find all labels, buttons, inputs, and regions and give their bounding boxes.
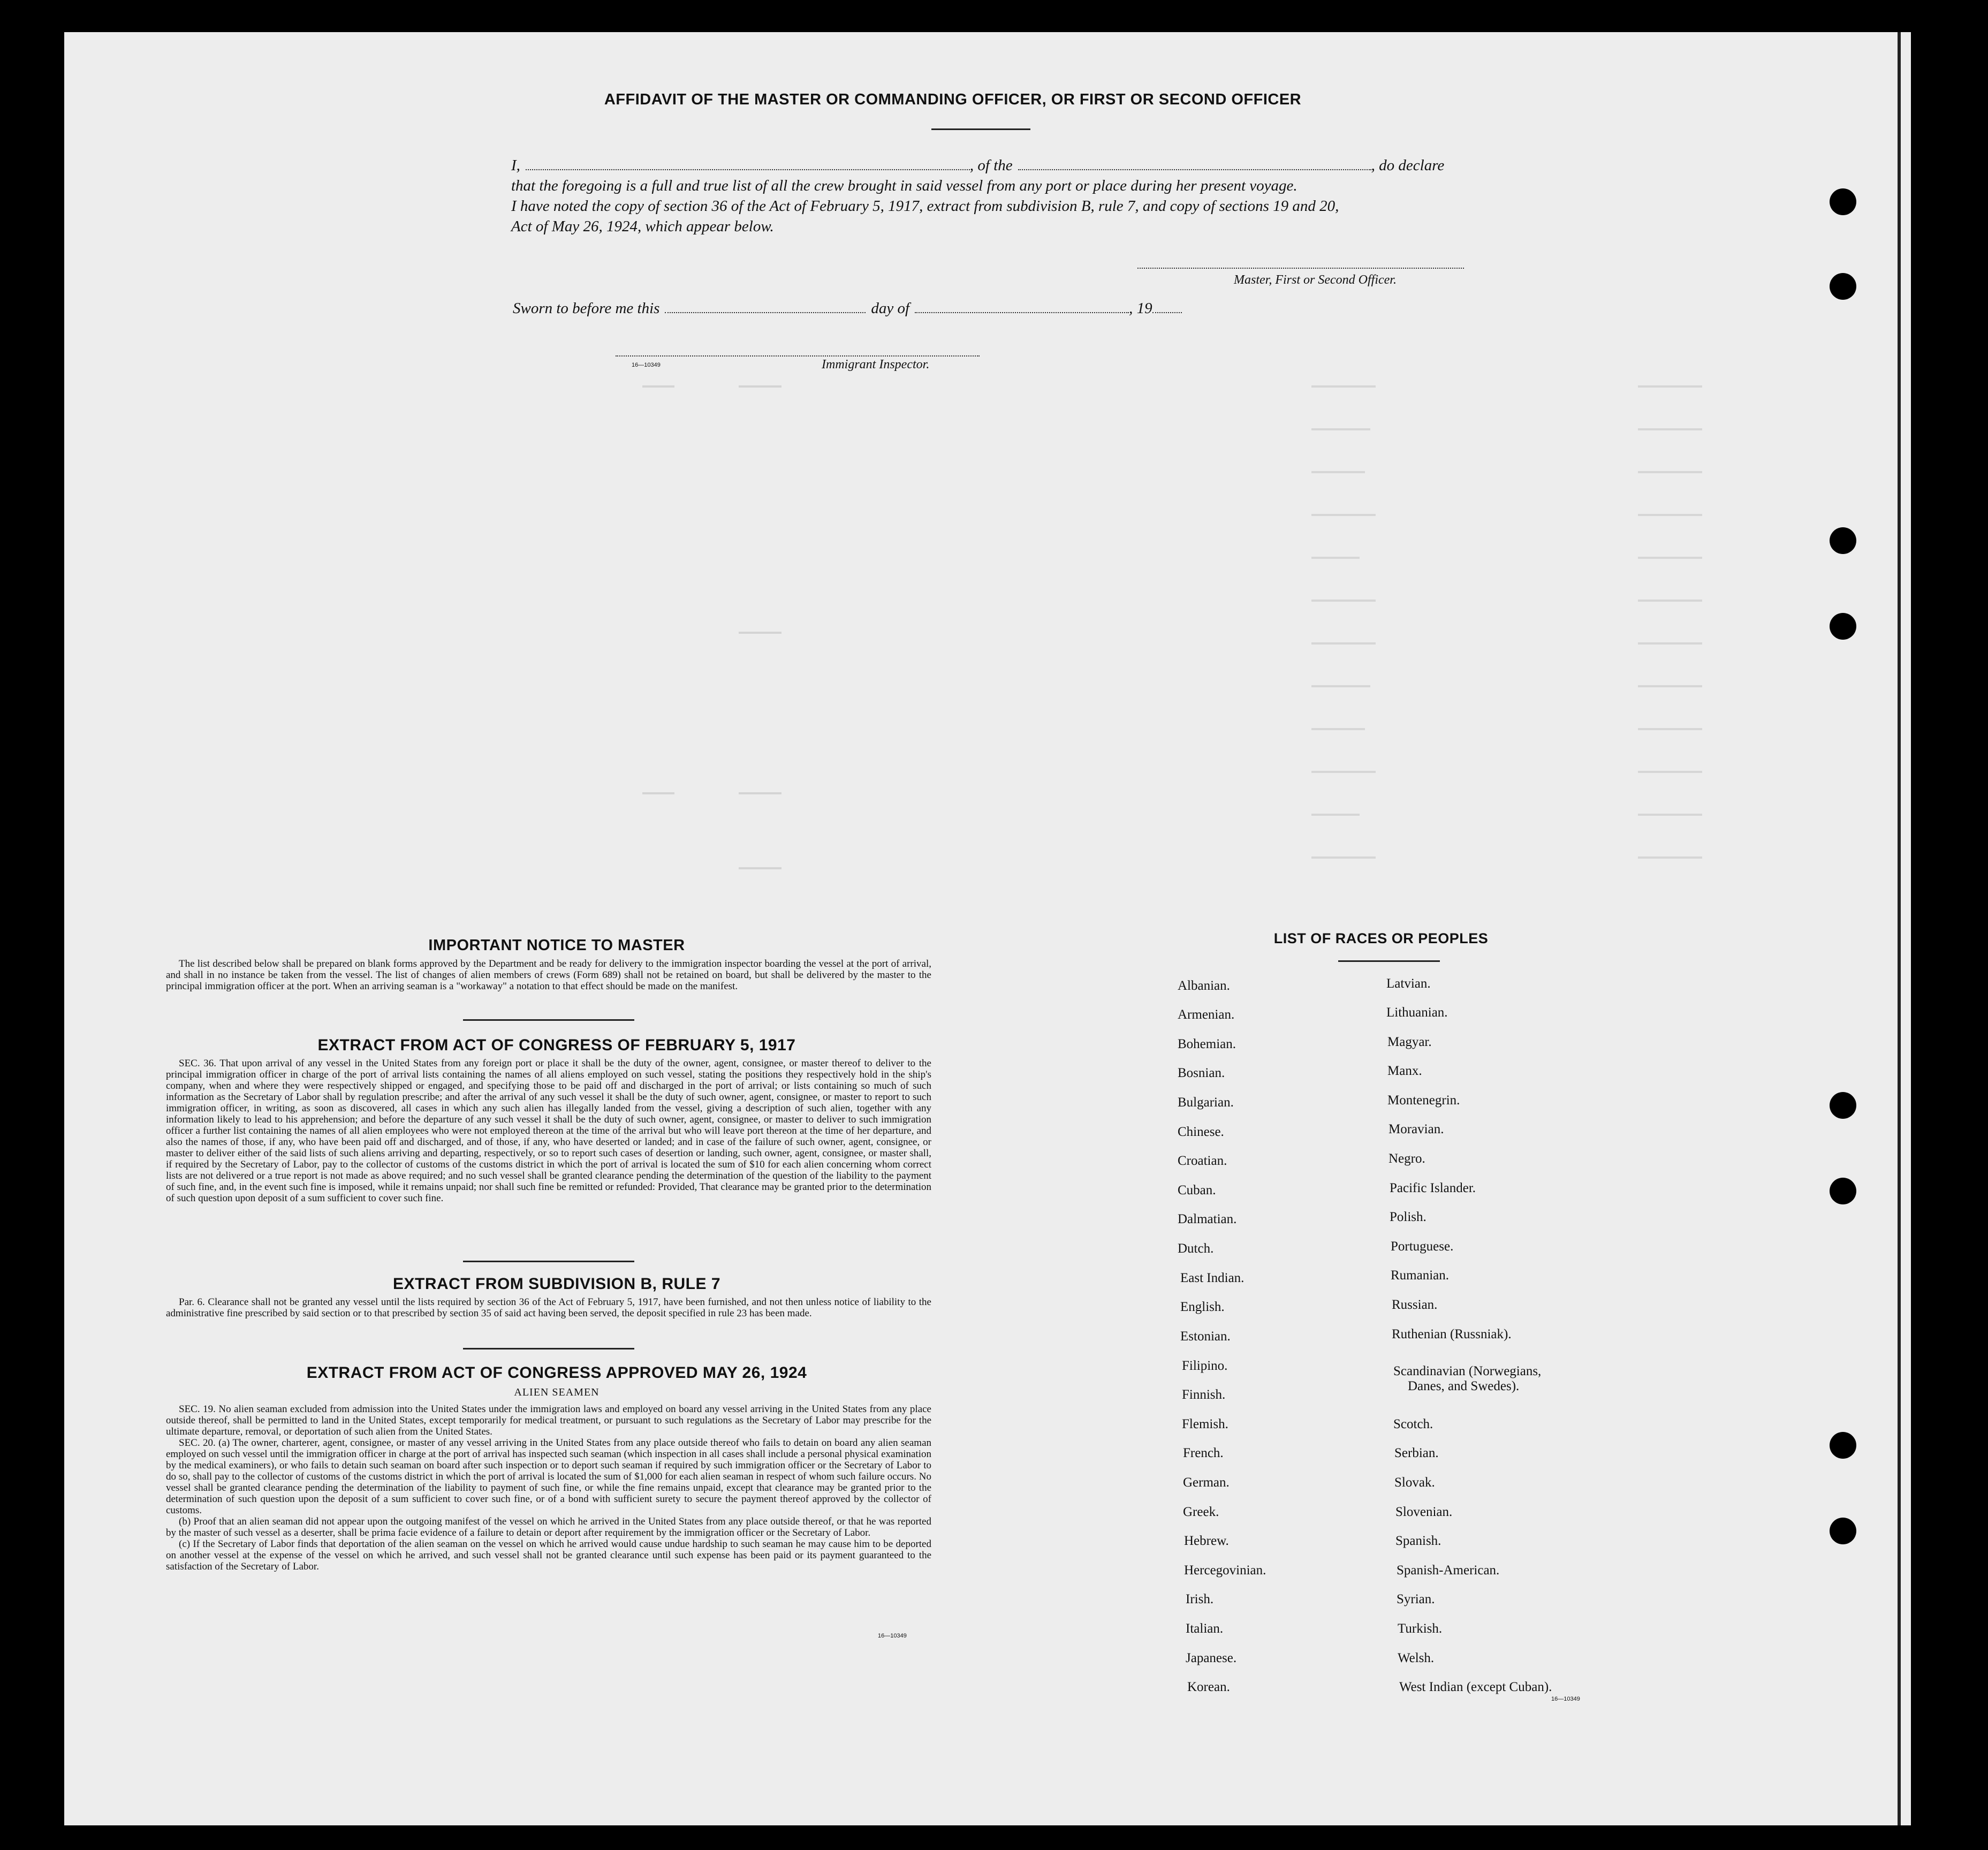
- race-item: Moravian.: [1388, 1122, 1444, 1136]
- race-item: Japanese.: [1186, 1651, 1237, 1665]
- sworn-month-blank[interactable]: [915, 300, 1129, 313]
- race-item: West Indian (except Cuban).: [1399, 1680, 1552, 1694]
- page-edge-rule: [1898, 32, 1901, 1825]
- race-item: Latvian.: [1386, 976, 1431, 991]
- race-item: Italian.: [1186, 1621, 1224, 1636]
- race-item: Russian.: [1392, 1298, 1438, 1312]
- notice-body: The list described below shall be prepared on blank forms approved by the Department and be ready for delivery to the immigration inspector boarding the vessel at the port of arrival, and shall in no instance be taken from the vessel. The list of changes of alien members of crews (Form 689) shall not be retained on board, but shall be delivered by the master to the principal immigration officer at the port. When an arriving seaman is a "workaway" a notation to that effect should be made on the manifest.: [166, 958, 931, 992]
- sworn-text: Sworn to before me this: [513, 300, 660, 317]
- race-item: Serbian.: [1394, 1446, 1439, 1460]
- race-item: Albanian.: [1178, 979, 1230, 993]
- affidavit-line-2: that the foregoing is a full and true list of all the crew brought in said vessel from any port or place during her present voyage.: [511, 177, 1297, 194]
- alien-seamen-subtitle: ALIEN SEAMEN: [514, 1386, 600, 1398]
- race-item: Danes, and Swedes).: [1408, 1379, 1520, 1393]
- race-item: Slovak.: [1394, 1475, 1435, 1490]
- section-20b: (b) Proof that an alien seaman did not appear upon the outgoing manifest of the vessel on which he arrived in the United States from any place outside thereof, or that he was reported by the master of such vessel as a deserter, shall be prima facie evidence of a failure to detain or deport after requirement by the immigration officer or the Secretary of Labor.: [166, 1516, 931, 1538]
- race-item: Polish.: [1390, 1210, 1426, 1224]
- race-item: Scandinavian (Norwegians,: [1393, 1364, 1542, 1378]
- race-item: Dutch.: [1178, 1241, 1214, 1256]
- binder-hole: [1830, 1178, 1856, 1204]
- extract-1924-title: EXTRACT FROM ACT OF CONGRESS APPROVED MAY 26, 1924: [306, 1364, 807, 1382]
- race-item: Korean.: [1187, 1680, 1230, 1694]
- race-item: Hebrew.: [1184, 1534, 1229, 1548]
- sworn-day-blank[interactable]: [665, 300, 866, 313]
- name-blank[interactable]: [526, 157, 970, 170]
- affidavit-declaration: [511, 155, 1480, 237]
- affidavit-title: AFFIDAVIT OF THE MASTER OR COMMANDING OFFICER, OR FIRST OR SECOND OFFICER: [604, 91, 1302, 108]
- binder-hole: [1830, 613, 1856, 640]
- race-item: Croatian.: [1178, 1154, 1227, 1168]
- day-of-text: day of: [871, 300, 910, 317]
- race-item: Bohemian.: [1178, 1037, 1236, 1051]
- year-prefix: , 19: [1129, 300, 1152, 317]
- affidavit-line-4: Act of May 26, 1924, which appear below.: [511, 218, 774, 235]
- sworn-line: [513, 300, 1182, 317]
- race-item: Estonian.: [1180, 1329, 1231, 1344]
- race-item: Lithuanian.: [1386, 1005, 1448, 1020]
- binder-hole: [1830, 188, 1856, 215]
- inspector-caption: Immigrant Inspector.: [822, 358, 930, 371]
- races-title-rule: [1338, 960, 1440, 962]
- binder-hole: [1830, 273, 1856, 300]
- race-item: Negro.: [1388, 1151, 1425, 1166]
- affidavit-of-the: , of the: [969, 157, 1013, 174]
- race-item: Irish.: [1186, 1592, 1214, 1606]
- affidavit-line-1: [511, 155, 1480, 176]
- inspector-signature-line[interactable]: [616, 344, 980, 357]
- race-item: Flemish.: [1182, 1417, 1228, 1431]
- affidavit-form-number: 16—10349: [632, 362, 661, 368]
- race-item: Manx.: [1387, 1064, 1422, 1078]
- race-item: Ruthenian (Russniak).: [1392, 1327, 1512, 1341]
- race-item: Cuban.: [1178, 1183, 1216, 1197]
- race-item: Chinese.: [1178, 1125, 1224, 1139]
- race-item: Portuguese.: [1391, 1239, 1454, 1254]
- races-form-number: 16—10349: [1551, 1696, 1580, 1702]
- section-20c: (c) If the Secretary of Labor finds that deportation of the alien seaman on the vessel on which he arrived would cause undue hardship to such seaman he may cause him to be deported on another vessel at the expense of the vessel on which he arrived, and such vessel shall not be granted clearance until such expense has been paid or its payment guaranteed to the satisfaction of the Secretary of Labor.: [166, 1538, 931, 1572]
- extract-1917-body: SEC. 36. That upon arrival of any vessel in the United States from any foreign port or place it shall be the duty of the owner, agent, consignee, or master thereof to deliver to the principal immigration officer in charge of the port of arrival lists containing the names of all aliens employed on such vessel, stating the positions they respectively hold in the ship's company, when and where they were respectively shipped or engaged, and specifying those to be paid off and discharged in the port of arrival; or lists containing so much of such information as the Secretary of Labor shall by regulation prescribe; and after the arrival of any such vessel it shall be the duty of such owner, agent, consignee, or master to report to such immigration officer, in writing, as soon as discovered, all cases in which any such alien has illegally landed from the vessel, giving a description of such alien, together with any information likely to lead to his apprehension; and before the departure of any such vessel it shall be the duty of such owner, agent, consignee, or master to deliver to such immigration officer a further list containing the names of all alien employees who were not employed thereon at the time of the arrival but who will leave port thereon at the time of her departure, and also the names of those, if any, who have been paid off and discharged, and of those, if any, who have deserted or landed; and in case of the failure of such owner, agent, consignee, or master to deliver either of the said lists of such aliens arriving and departing, respectively, or so to report such cases of desertion or landing, such owner, agent, consignee, or master shall, if required by the Secretary of Labor, pay to the collector of customs of the customs district in which the port of arrival is located the sum of $10 for each alien concerning whom correct lists are not delivered or a true report is not made as above required; and no such vessel shall be granted clearance pending the determination of the question of the liability to the payment of such fine, and, in the event such fine is imposed, while it remains unpaid; nor shall such fine be remitted or refunded: Provided, That clearance may be granted prior to the determination of such question upon deposit of a sum sufficient to cover such fine.: [166, 1058, 931, 1204]
- race-item: Magyar.: [1387, 1035, 1432, 1049]
- race-item: Syrian.: [1397, 1592, 1435, 1606]
- affidavit-line-3: I have noted the copy of section 36 of the Act of February 5, 1917, extract from subdivision B, rule 7, and copy of sections 19 and 20,: [511, 198, 1339, 215]
- affidavit-title-rule: [931, 128, 1030, 130]
- master-signature-caption: Master, First or Second Officer.: [1234, 273, 1397, 287]
- binder-hole: [1830, 1092, 1856, 1119]
- extract-form-number: 16—10349: [878, 1633, 907, 1639]
- notice-title: IMPORTANT NOTICE TO MASTER: [428, 937, 685, 954]
- extract-1924-body: [166, 1404, 931, 1572]
- master-signature-line[interactable]: [1137, 256, 1464, 269]
- extract-rule7-body: Par. 6. Clearance shall not be granted any vessel until the lists required by section 36 of the Act of February 5, 1917, have been furnished, and not then unless notice of liability to the administrative fine prescribed by said section or to that prescribed by section 35 of said act having been served, the deposit specified in rule 23 has been made.: [166, 1296, 931, 1319]
- race-item: Welsh.: [1398, 1651, 1435, 1665]
- race-item: Spanish.: [1395, 1534, 1441, 1548]
- race-item: Rumanian.: [1391, 1268, 1450, 1283]
- race-item: Bulgarian.: [1178, 1095, 1234, 1110]
- affidavit-do-declare: , do declare: [1371, 157, 1445, 174]
- race-item: Slovenian.: [1395, 1505, 1453, 1519]
- race-item: Spanish-American.: [1397, 1563, 1500, 1578]
- race-item: Filipino.: [1182, 1359, 1228, 1373]
- race-item: Montenegrin.: [1387, 1093, 1460, 1108]
- race-item: Hercegovinian.: [1184, 1563, 1266, 1578]
- race-item: Greek.: [1183, 1505, 1219, 1519]
- vessel-position-blank[interactable]: [1018, 157, 1371, 170]
- race-item: Finnish.: [1182, 1388, 1226, 1402]
- race-item: Pacific Islander.: [1390, 1181, 1476, 1195]
- race-item: Scotch.: [1393, 1417, 1433, 1431]
- race-item: Armenian.: [1178, 1007, 1235, 1022]
- extract-1917-title: EXTRACT FROM ACT OF CONGRESS OF FEBRUARY 5, 1917: [317, 1036, 796, 1054]
- extract-rule7-rule: [463, 1348, 634, 1349]
- race-item: Dalmatian.: [1178, 1212, 1237, 1226]
- race-item: Bosnian.: [1178, 1066, 1225, 1080]
- section-19: SEC. 19. No alien seaman excluded from admission into the United States under the immigration laws and employed on board any vessel arriving in the United States from any place outside thereof, shall be permitted to land in the United States, except temporarily for medical treatment, or pursuant to such regulations as the Secretary of Labor may prescribe for the ultimate departure, removal, or deportation of such alien from the United States.: [166, 1404, 931, 1437]
- race-item: Turkish.: [1398, 1621, 1443, 1636]
- binder-hole: [1830, 527, 1856, 554]
- section-20a: SEC. 20. (a) The owner, charterer, agent, consignee, or master of any vessel arriving in the United States from any place outside thereof who fails to detain on board any alien seaman employed on such vessel until the immigration officer in charge at the port of arrival has inspected such seaman (which inspection in all cases shall include a personal physical examination by the medical examiners), or who fails to detain such seaman on board after such inspection or to deport such seaman if required by such immigration officer or the Secretary of Labor to do so, shall pay to the collector of customs of the customs district in which the port of arrival is located the sum of $1,000 for each alien seaman in respect of whom such failure occurs. No vessel shall be granted clearance pending the determination of the liability to payment of such fine, or while the fine remains unpaid, except that clearance may be granted prior to the determination of such question upon the deposit of a sum sufficient to cover such fine, or of a bond with sufficient surety to secure the payment thereof approved by the collector of customs.: [166, 1437, 931, 1516]
- notice-rule: [463, 1019, 634, 1021]
- race-item: English.: [1180, 1300, 1225, 1314]
- affidavit-i: I,: [511, 157, 520, 174]
- extract-rule7-title: EXTRACT FROM SUBDIVISION B, RULE 7: [392, 1275, 721, 1293]
- race-item: French.: [1183, 1446, 1224, 1460]
- binder-hole: [1830, 1432, 1856, 1459]
- races-title: LIST OF RACES OR PEOPLES: [1273, 930, 1489, 946]
- race-item: East Indian.: [1180, 1271, 1245, 1285]
- sworn-year-blank[interactable]: [1152, 300, 1182, 313]
- race-item: German.: [1183, 1475, 1230, 1490]
- extract-1917-rule: [463, 1261, 634, 1262]
- binder-hole: [1830, 1518, 1856, 1544]
